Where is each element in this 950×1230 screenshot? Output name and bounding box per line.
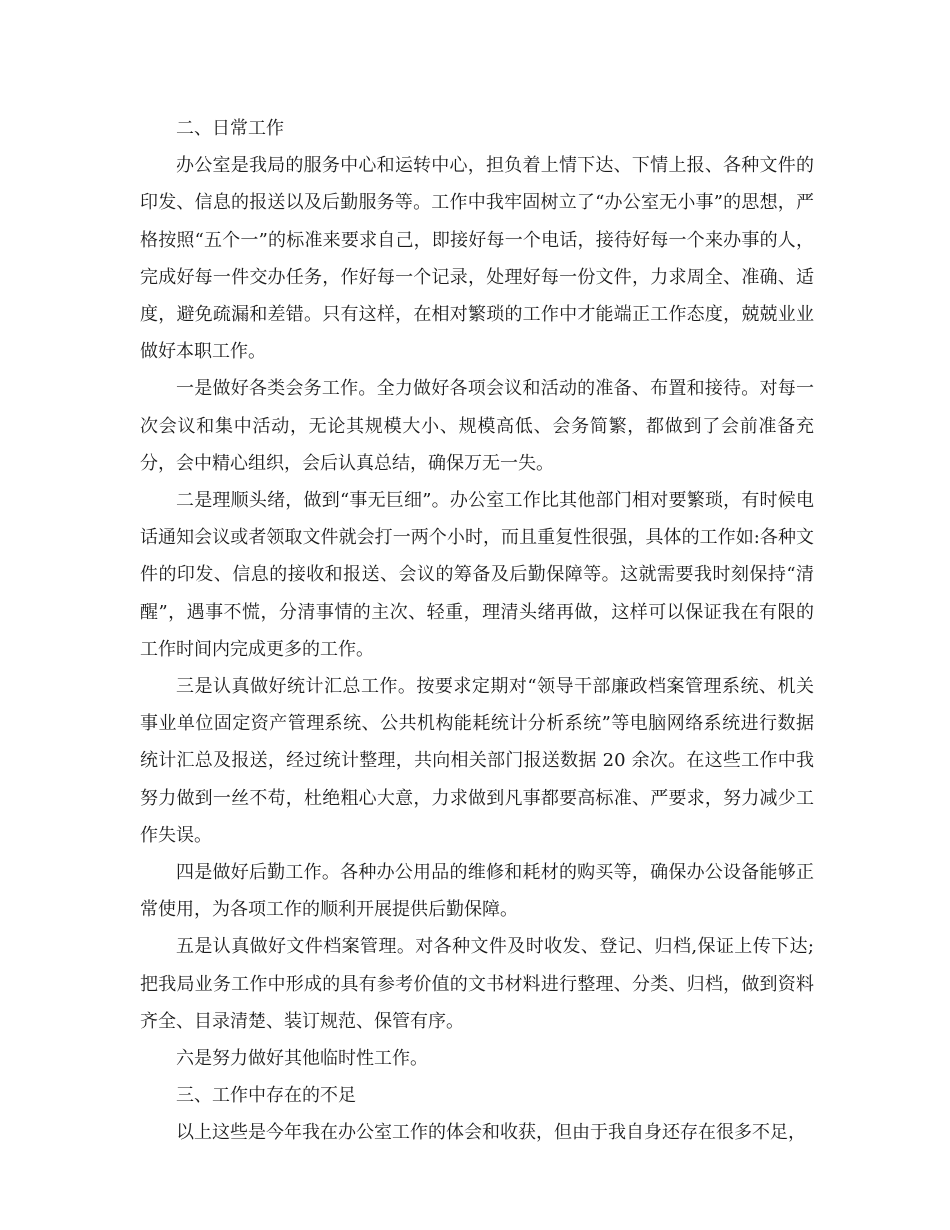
paragraph-temporary-work: 六是努力做好其他临时性工作。	[176, 1048, 428, 1070]
paragraph-archives: 五是认真做好文件档案管理。对各种文件及时收发、登记、归档,保证上传下达;把我局业务工作中形成的具有参考价值的文书材料进行整理、分类、归档，做到资料齐全、目录清楚、装订规范、保管有序。	[140, 936, 814, 1032]
section-heading-shortcomings: 三、工作中存在的不足	[176, 1085, 356, 1107]
paragraph-organize-tasks: 二是理顺头绪，做到“事无巨细”。办公室工作比其他部门相对要繁琐，有时候电话通知会议或者领取文件就会打一两个小时，而且重复性很强，具体的工作如:各种文件的印发、信息的接收和报送、会议的筹备及后勤保障等。这就需要我时刻保持“清醒”，遇事不慌，分清事情的主次、轻重，理清头绪再做，这样可以保证我在有限的工作时间内完成更多的工作。	[140, 490, 814, 660]
paragraph-meetings: 一是做好各类会务工作。全力做好各项会议和活动的准备、布置和接待。对每一次会议和集中活动，无论其规模大小、规模高低、会务简繁，都做到了会前准备充分，会中精心组织，会后认真总结，确保万无一失。	[140, 378, 814, 474]
section-heading-daily-work: 二、日常工作	[176, 118, 284, 139]
document-body	[140, 110, 814, 1152]
paragraph-office-overview: 办公室是我局的服务中心和运转中心，担负着上情下达、下情上报、各种文件的印发、信息的报送以及后勤服务等。工作中我牢固树立了“办公室无小事”的思想，严格按照“五个一”的标准来要求自己，即接好每一个电话，接待好每一个来办事的人，完成好每一件交办任务，作好每一个记录，处理好每一份文件，力求周全、准确、适度，避免疏漏和差错。只有这样，在相对繁琐的工作中才能端正工作态度，兢兢业业做好本职工作。	[140, 155, 814, 363]
paragraph-logistics: 四是做好后勤工作。各种办公用品的维修和耗材的购买等，确保办公设备能够正常使用，为各项工作的顺利开展提供后勤保障。	[140, 862, 814, 921]
paragraph-summary: 以上这些是今年我在办公室工作的体会和收获，但由于我自身还存在很多不足，	[176, 1122, 806, 1144]
paragraph-statistics: 三是认真做好统计汇总工作。按要求定期对“领导干部廉政档案管理系统、机关事业单位固定资产管理系统、公共机构能耗统计分析系统”等电脑网络系统进行数据统计汇总及报送，经过统计整理，共向相关部门报送数据 20 余次。在这些工作中我努力做到一丝不苟，杜绝粗心大意，力求做到凡事都要高标准、严要求，努力减少工作失误。	[140, 676, 814, 846]
